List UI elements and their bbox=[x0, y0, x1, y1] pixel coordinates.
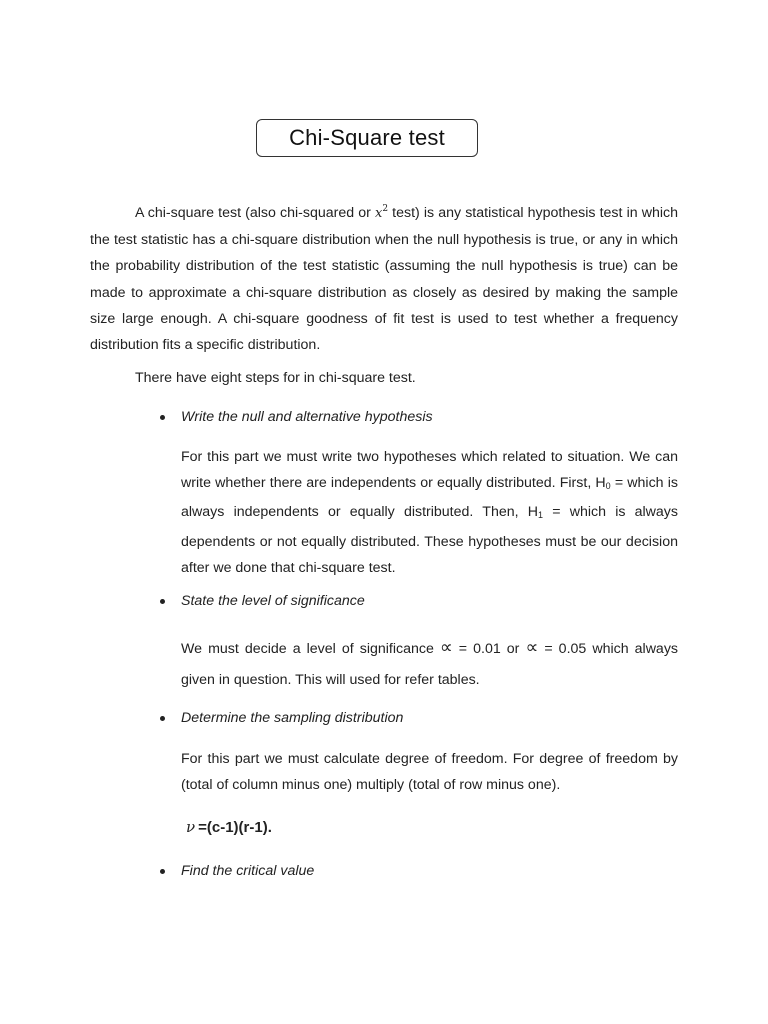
step-description-3: For this part we must calculate degree of freedom. For degree of freedom by (total of column minus one) multiply (total of row minus one). bbox=[181, 751, 678, 794]
step-bullet-2 bbox=[160, 591, 365, 611]
bullet-dot-icon bbox=[160, 869, 165, 874]
step-label: Find the critical value bbox=[181, 863, 315, 879]
step-label: State the level of significance bbox=[181, 593, 365, 609]
chi-square-symbol: $x^2$ bbox=[374, 204, 389, 221]
nu-symbol: ν bbox=[186, 818, 196, 836]
bullet-dot-icon bbox=[160, 415, 165, 420]
step-bullet-3 bbox=[160, 708, 403, 728]
degrees-of-freedom-formula: ν =(c-1)(r-1). bbox=[186, 818, 272, 836]
step-label: Determine the sampling distribution bbox=[181, 710, 404, 726]
alpha-symbol: ∝ bbox=[525, 637, 539, 658]
alpha-symbol: ∝ bbox=[439, 637, 453, 658]
page-title: Chi-Square test bbox=[289, 125, 445, 150]
step-description-2: We must decide a level of significance ∝ = 0.01 or ∝ = 0.05 which always given in question. This will used for refer tables. bbox=[181, 637, 679, 688]
intro-paragraph: A chi-square test (also chi-squared or $x^2$ test) is any statistical hypothesis test in which the test statistic has a chi-square distribution when the null hypothesis is true, or any in which the probability distribution of the test statistic (assuming the null hypothesis is true) can be made to approximate a chi-square distribution as closely as desired by making the sample size large enough. A chi-square goodness of fit test is used to test whether a frequency distribution fits a specific distribution. bbox=[90, 204, 679, 354]
steps-intro: There have eight steps for in chi-square test. bbox=[135, 370, 416, 386]
bullet-dot-icon bbox=[160, 716, 165, 721]
step-bullet-1 bbox=[160, 407, 433, 427]
bullet-dot-icon bbox=[160, 599, 165, 604]
title-box bbox=[256, 119, 478, 157]
step-bullet-4 bbox=[160, 861, 314, 881]
step-description-1: For this part we must write two hypotheses which related to situation. We can write whether there are independents or equally distributed. First, $H_0$ = which is always independents or equally distributed. Then, $H_1$ = which is always dependents or not equally distributed. These hypotheses must be our decision after we done that chi-square test. bbox=[181, 449, 678, 576]
step-label: Write the null and alternative hypothesis bbox=[181, 409, 433, 425]
